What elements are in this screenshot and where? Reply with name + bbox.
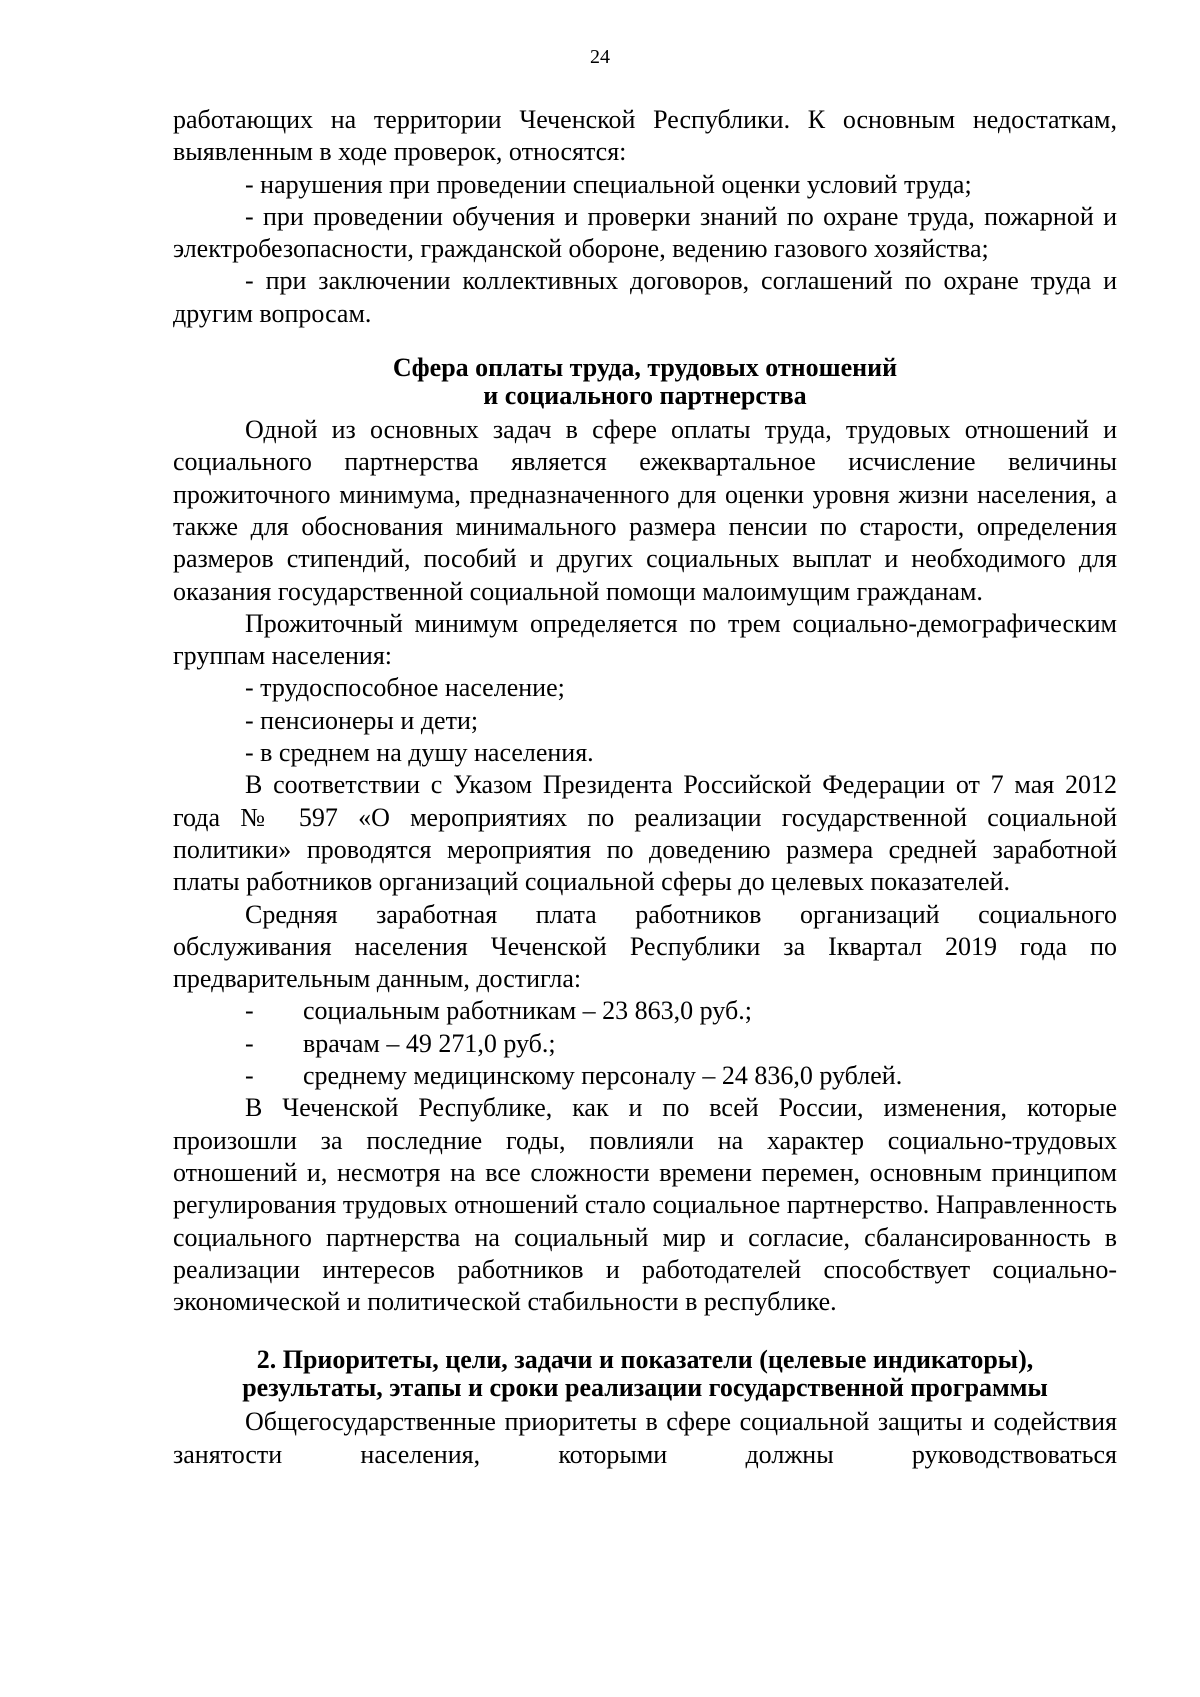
list-dash: - bbox=[245, 1061, 254, 1091]
page-number: 24 bbox=[590, 46, 610, 68]
section-heading bbox=[173, 354, 1117, 410]
list-text: врачам – 49 271,0 руб.; bbox=[303, 1028, 556, 1058]
list-dash: - bbox=[245, 1028, 254, 1058]
heading-line: результаты, этапы и сроки реализации государственной программы bbox=[242, 1373, 1048, 1403]
paragraph: В Чеченской Республике, как и по всей России, изменения, которые произошли за последние годы, повлияли на характер социально-трудовых отношений и, несмотря на все сложности времени перемен, основным принципом регулирования трудовых отношений стало социальное партнерство. Направленность социального партнерства на социальный мир и согласие, сбалансированность в реализации интересов работников и работодателей способствует социально-экономической и политической стабильности в республике. bbox=[173, 1093, 1117, 1317]
list-item: - пенсионеры и дети; bbox=[245, 705, 479, 735]
paragraph: работающих на территории Чеченской Республики. К основным недостаткам, выявленным в ходе проверок, относятся: bbox=[173, 105, 1117, 167]
paragraph: - при заключении коллективных договоров, соглашений по охране труда и другим вопросам. bbox=[173, 266, 1117, 328]
section-heading bbox=[173, 1346, 1117, 1402]
paragraph: Прожиточный минимум определяется по трем социально-демографическим группам населения: bbox=[173, 608, 1117, 671]
heading-line: Сфера оплаты труда, трудовых отношений bbox=[392, 353, 898, 383]
document-body bbox=[173, 104, 1117, 1471]
list-text: социальным работникам – 23 863,0 руб.; bbox=[303, 996, 752, 1026]
list-item: - трудоспособное население; bbox=[245, 673, 565, 703]
paragraph: Общегосударственные приоритеты в сфере социальной защиты и содействия занятости населения, которыми должны руководствоваться bbox=[173, 1407, 1117, 1469]
heading-line: и социального партнерства bbox=[483, 381, 807, 411]
list-dash: - bbox=[245, 996, 254, 1026]
paragraph: - нарушения при проведении специальной оценки условий труда; bbox=[245, 169, 972, 199]
list-item bbox=[173, 995, 1117, 1027]
paragraph: - при проведении обучения и проверки знаний по охране труда, пожарной и электробезопасности, гражданской обороне, ведению газового хозяйства; bbox=[173, 201, 1117, 264]
list-item: - в среднем на душу населения. bbox=[245, 738, 594, 768]
paragraph: В соответствии с Указом Президента Российской Федерации от 7 мая 2012 года № 597 «О мероприятиях по реализации государственной социальной политики» проводятся мероприятия по доведению размера средней заработной платы работников организаций социальной сферы до целевых показателей. bbox=[173, 770, 1117, 897]
paragraph: Средняя заработная плата работников организаций социального обслуживания населения Чеченской Республики за Iквартал 2019 года по предварительным данным, достигла: bbox=[173, 899, 1117, 994]
heading-line: 2. Приоритеты, цели, задачи и показатели (целевые индикаторы), bbox=[256, 1345, 1034, 1375]
list-item bbox=[173, 1028, 1117, 1060]
list-item bbox=[173, 1060, 1117, 1092]
list-text: среднему медицинскому персоналу – 24 836,0 рублей. bbox=[303, 1061, 903, 1091]
paragraph: Одной из основных задач в сфере оплаты труда, трудовых отношений и социального партнерства является ежеквартальное исчисление величины прожиточного минимума, предназначенного для оценки уровня жизни населения, а также для обоснования минимального размера пенсии по старости, определения размеров стипендий, пособий и других социальных выплат и необходимого для оказания государственной социальной помощи малоимущим гражданам. bbox=[173, 415, 1117, 606]
